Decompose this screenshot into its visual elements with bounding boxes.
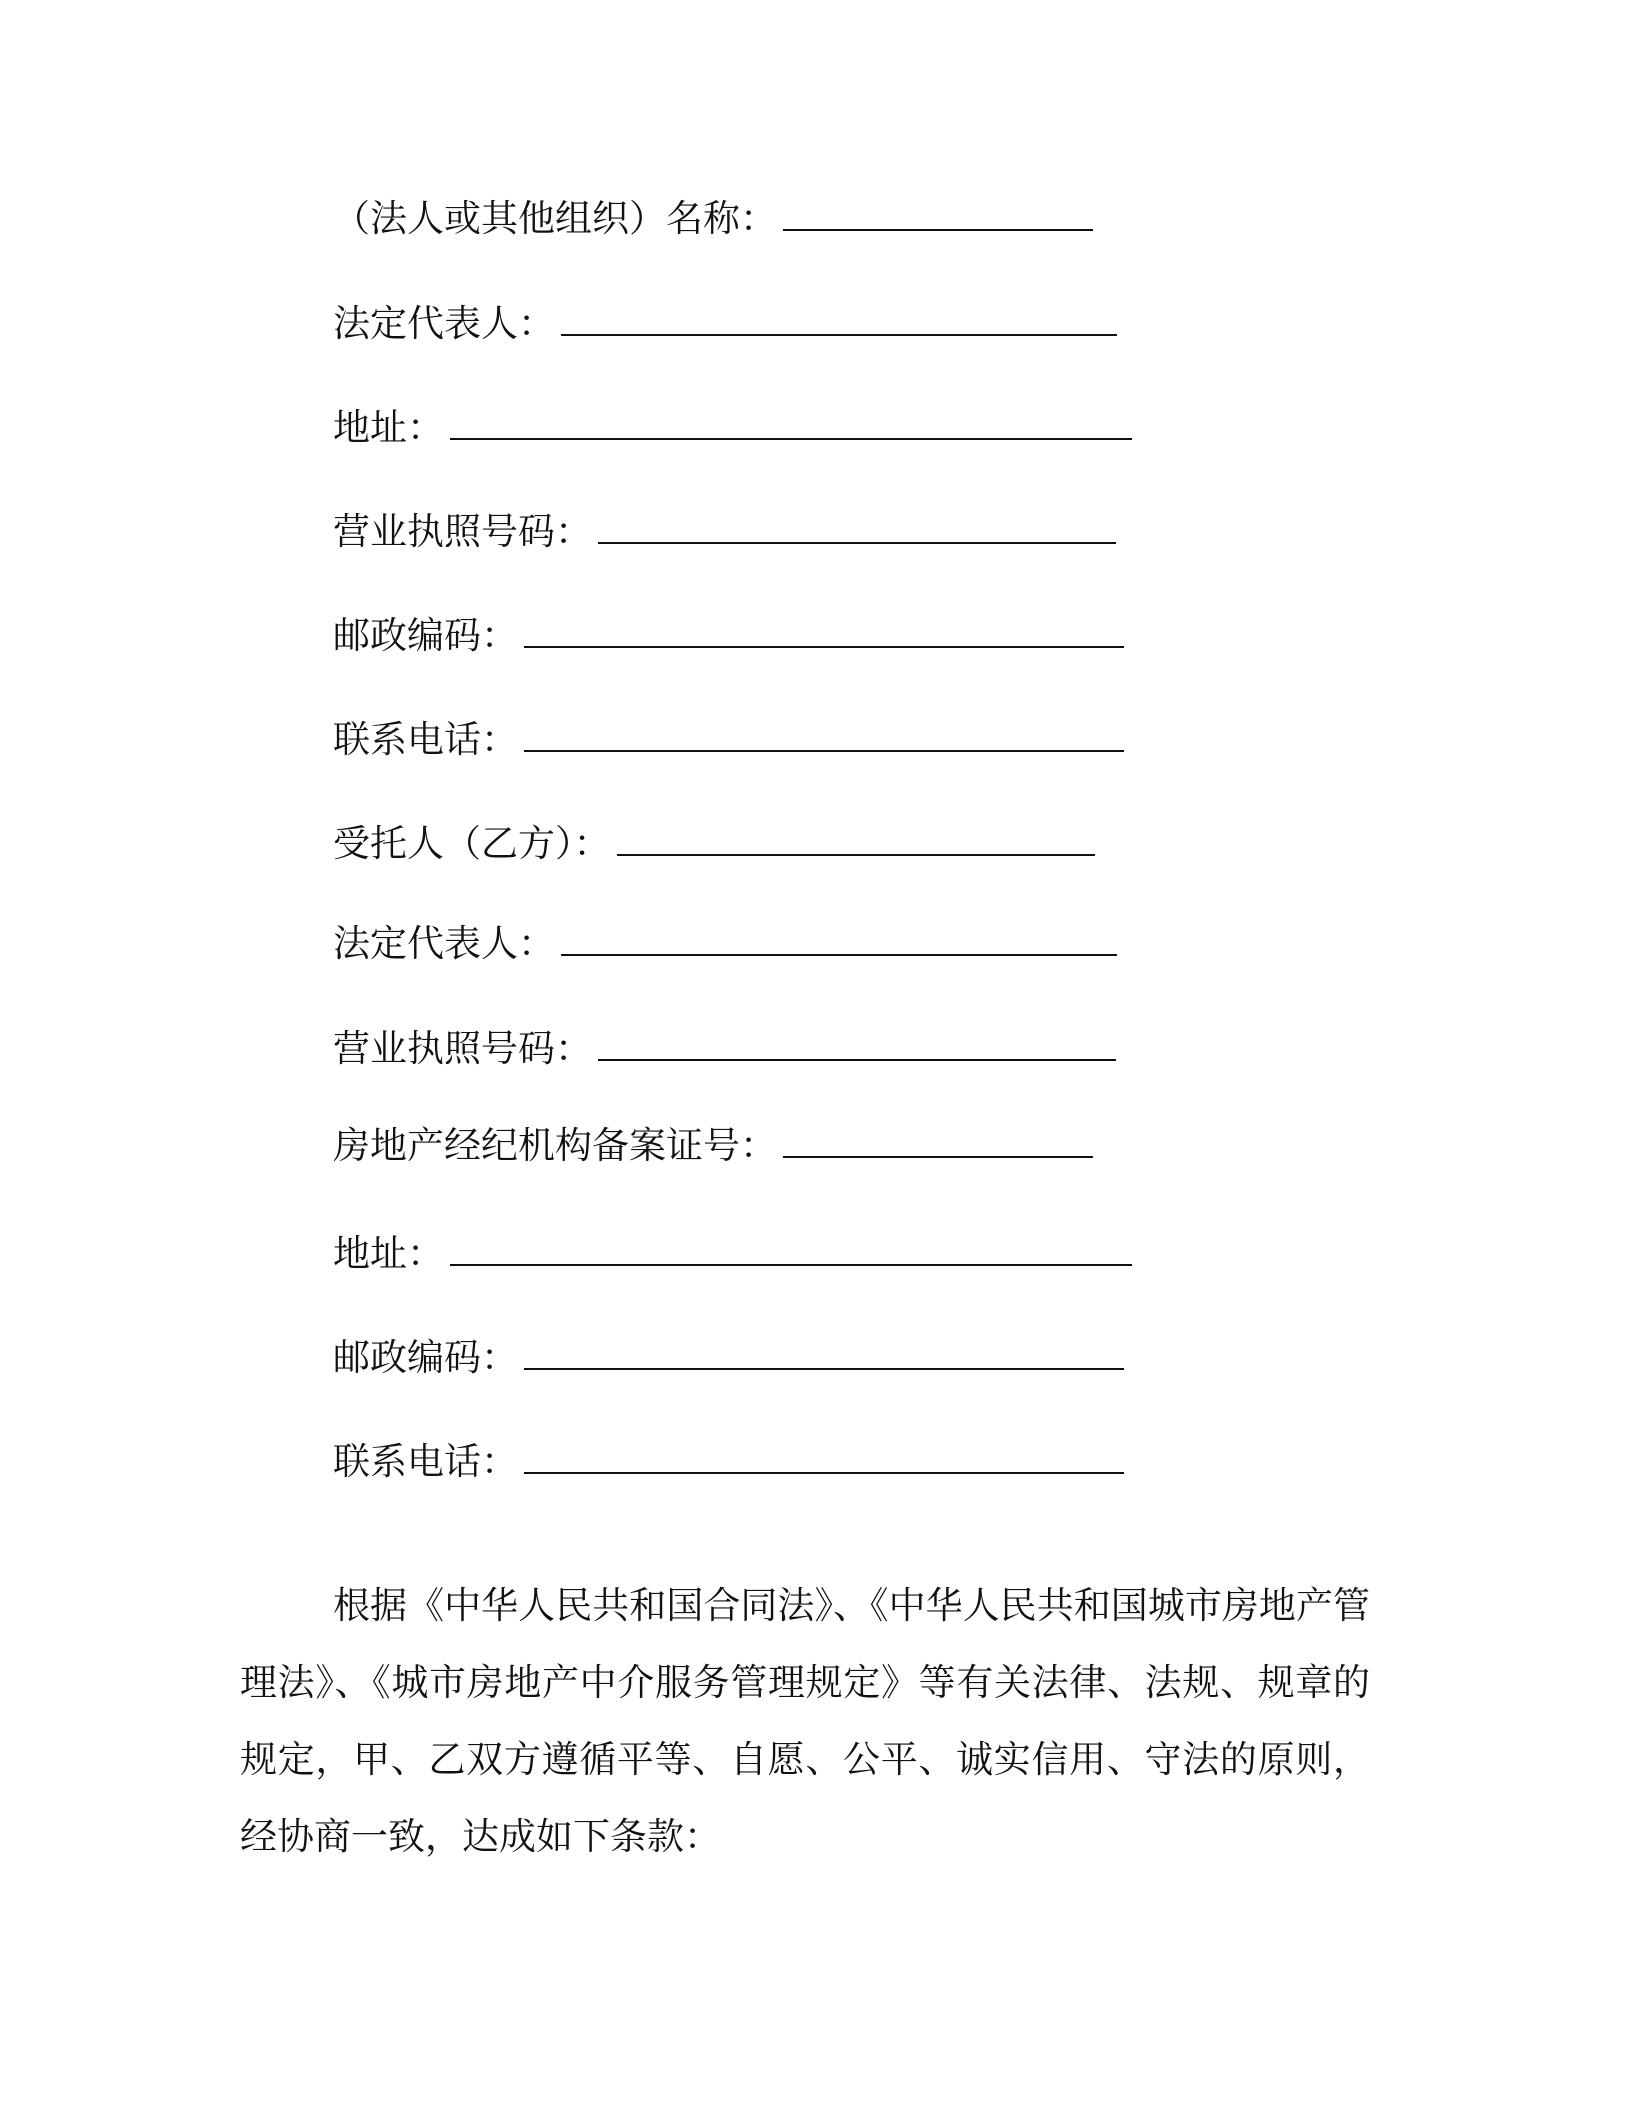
address-field [333, 1230, 1132, 1278]
fill-in-blank[interactable] [617, 824, 1095, 856]
field-label: 法定代表人： [333, 922, 555, 965]
agent-party-b-field [333, 820, 1095, 868]
business-license-field [333, 508, 1116, 556]
fill-in-blank[interactable] [524, 720, 1124, 752]
postal-code-field [333, 612, 1124, 660]
field-label: 法定代表人： [333, 302, 555, 345]
fill-in-blank[interactable] [450, 1234, 1132, 1266]
postal-code-field [333, 1334, 1124, 1382]
field-label: 受托人（乙方）： [333, 822, 611, 865]
fill-in-blank[interactable] [598, 1029, 1116, 1061]
field-label: 邮政编码： [333, 614, 518, 657]
fill-in-blank[interactable] [524, 616, 1124, 648]
field-label: 联系电话： [333, 1440, 518, 1483]
principal-name-field [333, 195, 1093, 243]
fill-in-blank[interactable] [783, 199, 1093, 231]
field-label: 营业执照号码： [333, 1027, 592, 1070]
legal-representative-field [333, 920, 1117, 968]
address-field [333, 404, 1132, 452]
brokerage-registration-field [333, 1122, 1093, 1170]
fill-in-blank[interactable] [561, 924, 1117, 956]
field-label: 地址： [333, 1232, 444, 1275]
fill-in-blank[interactable] [561, 304, 1117, 336]
phone-field [333, 1438, 1124, 1486]
agreement-preamble-paragraph: 根据《中华人民共和国合同法》、《中华人民共和国城市房地产管理法》、《城市房地产中介服务管理规定》等有关法律、法规、规章的规定，甲、乙双方遵循平等、自愿、公平、诚实信用、守法的原则，经协商一致，达成如下条款： [240, 1584, 1370, 1858]
field-label: 营业执照号码： [333, 510, 592, 553]
fill-in-blank[interactable] [524, 1442, 1124, 1474]
business-license-field [333, 1025, 1116, 1073]
field-label: 地址： [333, 406, 444, 449]
legal-representative-field [333, 300, 1117, 348]
fill-in-blank[interactable] [524, 1338, 1124, 1370]
field-label: （法人或其他组织）名称： [333, 197, 777, 240]
field-label: 房地产经纪机构备案证号： [333, 1124, 777, 1167]
fill-in-blank[interactable] [783, 1126, 1093, 1158]
fill-in-blank[interactable] [598, 512, 1116, 544]
field-label: 邮政编码： [333, 1336, 518, 1379]
field-label: 联系电话： [333, 718, 518, 761]
phone-field [333, 716, 1124, 764]
fill-in-blank[interactable] [450, 408, 1132, 440]
